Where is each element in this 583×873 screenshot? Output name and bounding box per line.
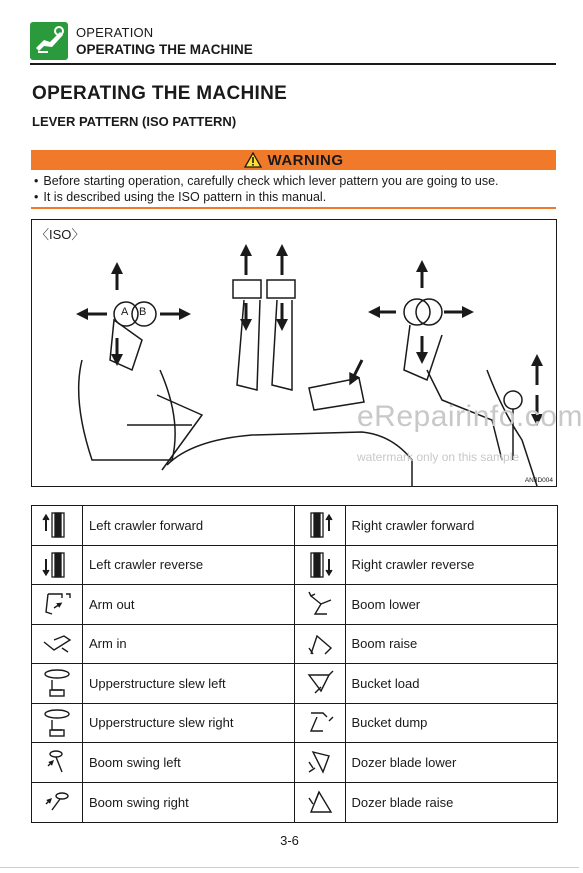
legend-label: Bucket dump xyxy=(351,715,428,731)
hand-on-lever-icon xyxy=(30,22,68,60)
legend-label: Upperstructure slew left xyxy=(89,675,226,691)
legend-label: Boom swing left xyxy=(89,754,181,770)
boom-lower-icon xyxy=(295,585,346,624)
section-label: OPERATION xyxy=(76,25,154,40)
legend-row xyxy=(32,743,295,783)
warning-item: • Before starting operation, carefully check which lever pattern you are going to use. xyxy=(31,173,556,189)
header-divider xyxy=(30,63,556,65)
page-title: OPERATING THE MACHINE xyxy=(32,83,288,104)
footer-divider xyxy=(0,867,579,868)
legend-label: Right crawler reverse xyxy=(351,557,475,573)
legend-row xyxy=(32,704,295,744)
legend-label: Right crawler forward xyxy=(351,517,475,533)
legend-row xyxy=(295,506,558,546)
lever-diagram-illustration xyxy=(32,220,556,486)
legend-row xyxy=(295,783,558,823)
boom-swing-left-icon xyxy=(32,743,83,782)
legend-row xyxy=(295,546,558,586)
legend-label: Left crawler forward xyxy=(89,517,204,533)
legend-label: Bucket load xyxy=(351,675,420,691)
lever-a-label: A xyxy=(121,306,129,318)
boom-swing-right-icon xyxy=(32,783,83,823)
lever-b-label: B xyxy=(139,306,147,318)
legend-label: Boom lower xyxy=(351,596,421,612)
legend-label: Dozer blade lower xyxy=(351,754,457,770)
diagram-code: AN3D004 xyxy=(524,477,553,484)
legend-row xyxy=(32,546,295,586)
bucket-dump-icon xyxy=(295,704,346,743)
legend-row xyxy=(295,585,558,625)
legend-label: Dozer blade raise xyxy=(351,794,454,810)
left-crawler-forward-icon xyxy=(32,506,83,545)
legend-label: Boom swing right xyxy=(89,794,189,810)
warning-list xyxy=(31,173,556,205)
watermark: eRepairinfo.com xyxy=(357,400,583,433)
page-subtitle: LEVER PATTERN (ISO PATTERN) xyxy=(32,114,237,129)
lever-legend-table xyxy=(31,505,558,823)
warning-item: • It is described using the ISO pattern in this manual. xyxy=(31,189,556,205)
right-crawler-forward-icon xyxy=(295,506,346,545)
legend-label: Boom raise xyxy=(351,636,418,652)
warning-divider xyxy=(31,207,556,209)
arm-out-icon xyxy=(32,585,83,624)
legend-row xyxy=(295,664,558,704)
legend-row xyxy=(32,585,295,625)
dozer-blade-raise-icon xyxy=(295,783,346,823)
warning-label: WARNING xyxy=(267,151,344,169)
legend-label: Upperstructure slew right xyxy=(89,715,234,731)
legend-row xyxy=(32,783,295,823)
legend-row xyxy=(32,664,295,704)
pattern-tag: 〈ISO〉 xyxy=(36,227,85,242)
left-crawler-reverse-icon xyxy=(32,546,83,585)
arm-in-icon xyxy=(32,625,83,664)
dozer-blade-lower-icon xyxy=(295,743,346,782)
legend-row xyxy=(32,506,295,546)
legend-row xyxy=(295,625,558,665)
lever-pattern-diagram xyxy=(31,219,583,487)
warning-banner xyxy=(31,150,556,170)
section-title: OPERATING THE MACHINE xyxy=(76,42,253,57)
legend-label: Arm in xyxy=(89,636,127,652)
legend-label: Left crawler reverse xyxy=(89,557,204,573)
page-number: 3-6 xyxy=(280,833,299,848)
legend-row xyxy=(32,625,295,665)
warning-triangle-icon xyxy=(244,152,262,168)
slew-left-icon xyxy=(32,664,83,703)
slew-right-icon xyxy=(32,704,83,743)
bucket-load-icon xyxy=(295,664,346,703)
legend-label: Arm out xyxy=(89,596,135,612)
right-crawler-reverse-icon xyxy=(295,546,346,585)
watermark-subtext: watermark only on this sample xyxy=(357,450,520,464)
legend-row xyxy=(295,743,558,783)
legend-row xyxy=(295,704,558,744)
boom-raise-icon xyxy=(295,625,346,664)
